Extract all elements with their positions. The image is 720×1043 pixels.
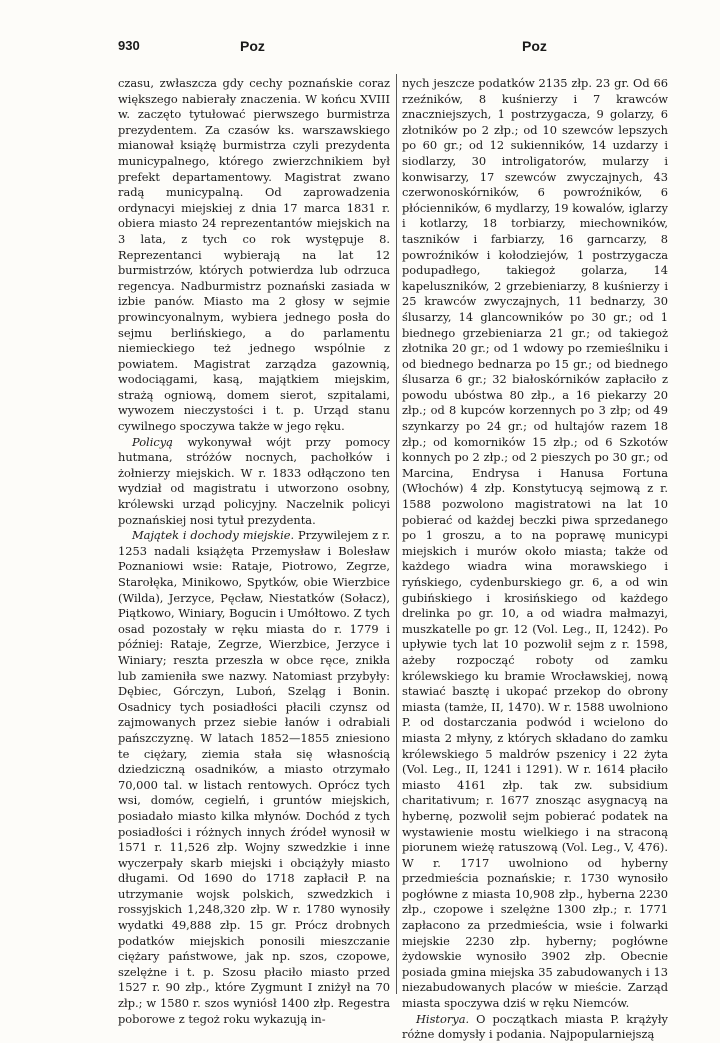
paragraph-text: Przywilejem z r. 1253 nadali książęta Przemysław i Bolesław Poznaniowi wsie: Rataje, Piotrowo, Zegrze, Starołęka, Minikowo, Spytków, obie Wierzbice (Wilda), Jerzyce, Pęcław, Niestatków (Sołacz), Piątkowo, Winiary, Bogucin i Umółtowo. Z tych osad pozostały w ręku miasta do r. 1779 i później: Rataje, Zegrze, Wierzbice, Jerzyce i Winiary; reszta przeszła w obce ręce, znikła lub zamieniła swe nazwy. Natomiast przybyły: Dębiec, Górczyn, Luboń, Szeląg i Bonin. Osadnicy tych posiadłości płacili czynsz od zajmowanych przez siebie łanów i odrabiali pańszczyznę. W latach 1852—1855 zniesiono te ciężary, ziemia stała się własnością dziedziczną osadników, a miasto otrzymało 70,000 tal. w listach rentowych. Oprócz tych wsi, domów, cegielń, i gruntów miejskich, posiadało miasto kilka młynów. Dochód z tych posiadłości i różnych innych źródeł wynosił w 1571 r. 11,526 złp. Wojny szwedzkie i inne wyczerpały skarb miejski i obciążyły miasto długami. Od 1690 do 1718 zapłacił P. na utrzymanie wojsk polskich, szwedzkich i rossyjskich 1,248,320 złp. W r. 1780 wynosiły wydatki 49,888 złp. 15 gr. Prócz drobnych podatków miejskich ponosili mieszczanie ciężary państwowe, jak np. szos, czopowe, szelężne i t. p. Szosu płaciło miasto przed 1527 r. 90 złp., które Zygmunt I zniżył na 70 złp.; w 1580 r. szos wyniósł 1400 złp. Regestra poborowe z tegoż roku wykazują in- bbox=[118, 528, 390, 1026]
paragraph bbox=[118, 528, 390, 1027]
section-label: Policyą bbox=[132, 434, 173, 449]
paragraph-text: wykonywał wójt przy pomocy hutmana, stróżów nocnych, pachołków i żołnierzy miejskich. W r. 1833 odłączono ten wydział od magistratu i utworzono osobny, królewski urząd policyjny. Naczelnik policyi poznańskiej nosi tytuł prezydenta. bbox=[118, 434, 390, 527]
right-column bbox=[402, 76, 668, 1042]
page-header bbox=[0, 38, 720, 58]
column-divider bbox=[396, 74, 397, 994]
section-label: Majątek i dochody miejskie. bbox=[132, 528, 295, 543]
section-label: Historya. bbox=[416, 1011, 470, 1026]
left-headword: Poz bbox=[240, 38, 265, 54]
page-number: 930 bbox=[118, 38, 140, 53]
paragraph: czasu, zwłaszcza gdy cechy poznańskie coraz większego nabierały znaczenia. W końcu XVIII w. zaczęto tytułować pierwszego burmistrza prezydentem. Za czasów ks. warszawskiego mianował książę burmistrza czyli prezydenta municypalnego, którego zwierzchnikiem był prefekt departamentowy. Magistrat zwano radą municypalną. Od zaprowadzenia ordynacyi miejskiej z dnia 17 marca 1831 r. obiera miasto 24 reprezentantów miejskich na 3 lata, z tych co rok występuje 8. Reprezentanci wybierają na lat 12 burmistrzów, których potwierdza lub odrzuca regencya. Nadburmistrz poznański zasiada w izbie panów. Miasto ma 2 głosy w sejmie prowincyonalnym, wybiera jednego posła do sejmu berlińskiego, a do parlamentu niemieckiego też jednego wspólnie z powiatem. Magistrat zarządza gazownią, wodociągami, kasą, majątkiem miejskim, strażą ogniową, domem sierot, szpitalami, wywozem nieczystości i t. p. Urząd stanu cywilnego spoczywa także w jego ręku. bbox=[118, 76, 390, 434]
right-headword: Poz bbox=[522, 38, 547, 54]
paragraph bbox=[402, 1012, 668, 1043]
paragraph-text: O początkach miasta P. krążyły różne domysły i podania. Najpopularniejszą bbox=[402, 1011, 668, 1042]
paragraph bbox=[118, 435, 390, 529]
left-column bbox=[118, 76, 390, 1026]
paragraph: nych jeszcze podatków 2135 złp. 23 gr. Od 66 rzeźników, 8 kuśnierzy i 7 krawców znaczniejszych, 1 postrzygacza, 9 golarzy, 6 złotników po 2 złp.; od 10 szewców lepszych po 60 gr.; od 12 sukienników, 14 uzdarzy i siodlarzy, 30 introligatorów, mularzy i konwisarzy, 17 szewców zwyczajnych, 43 czerwonoskórników, 6 powroźników, 6 płócienników, 6 mydlarzy, 19 kowalów, iglarzy i kotlarzy, 18 torbiarzy, miechowników, taszników i farbiarzy, 16 garncarzy, 8 powroźników i kołodziejów, 1 postrzygacza podupadłego, takiegoż golarza, 14 kapeluszników, 2 grzebieniarzy, 8 kuśnierzy i 25 krawców zwyczajnych, 11 bednarzy, 30 ślusarzy, 14 glancowników po 30 gr.; od 1 biednego grzebieniarza 21 gr.; od takiegoż złotnika 20 gr.; od 1 wdowy po rzemieślniku i od biednego bednarza po 15 gr.; od biednego ślusarza 6 gr.; 32 białoskórników zapłaciło z powodu ubóstwa 80 złp., a 16 piekarzy 20 złp.; od 8 kupców korzennych po 3 złp; od 49 szynkarzy po 24 gr.; od hultajów razem 18 złp.; od komorników 15 złp.; od 6 Szkotów konnych po 2 złp.; od 2 pieszych po 30 gr.; od Marcina, Endrysa i Hanusa Fortuna (Włochów) 4 złp. Konstytucyą sejmową z r. 1588 pozwolono magistratowi na lat 10 pobierać od każdej beczki piwa sprzedanego po 1 groszu, a to na poprawę municypi miejskich i murów około miasta; także od każdego wiadra wina morawskiego i ryńskiego, cydenburskiego gr. 6, a od win gubińskiego i krosińskiego od każdego drelinka po gr. 10, a od wiadra małmazyi, muszkatelle po gr. 12 (Vol. Leg., II, 1242). Po upływie tych lat 10 pozwolił sejm z r. 1598, ażeby rozpocząć roboty od zamku królewskiego ku bramie Wrocławskiej, nową stawiać basztę i ukopać przekop do obrony miasta (tamże, II, 1470). W r. 1588 uwolniono P. od dostarczania podwód i wcielono do miasta 2 młyny, z których składano do zamku królewskiego 5 maldrów pszenicy i 22 żyta (Vol. Leg., II, 1241 i 1291). W r. 1614 płaciło miasto 4161 złp. tak zw. subsidium charitativum; r. 1677 znosząc asygnacyą na hybernę, pozwolił sejm pobierać podatek na wystawienie mostu wielkiego i na straconą piorunem wieżę ratuszową (Vol. Leg., V, 476). W r. 1717 uwolniono od hyberny przedmieścia poznańskie; r. 1730 wynosiło pogłówne z miasta 10,908 złp., hyberna 2230 złp., czopowe i szelężne 1300 złp.; r. 1771 zapłacono za przedmieścia, wsie i folwarki miejskie 2230 złp. hyberny; pogłówne żydowskie wynosiło 3902 złp. Obecnie posiada gmina miejska 35 zabudowanych i 13 niezabudowanych placów w mieście. Zarząd miasta spoczywa dziś w ręku Niemców. bbox=[402, 76, 668, 1011]
